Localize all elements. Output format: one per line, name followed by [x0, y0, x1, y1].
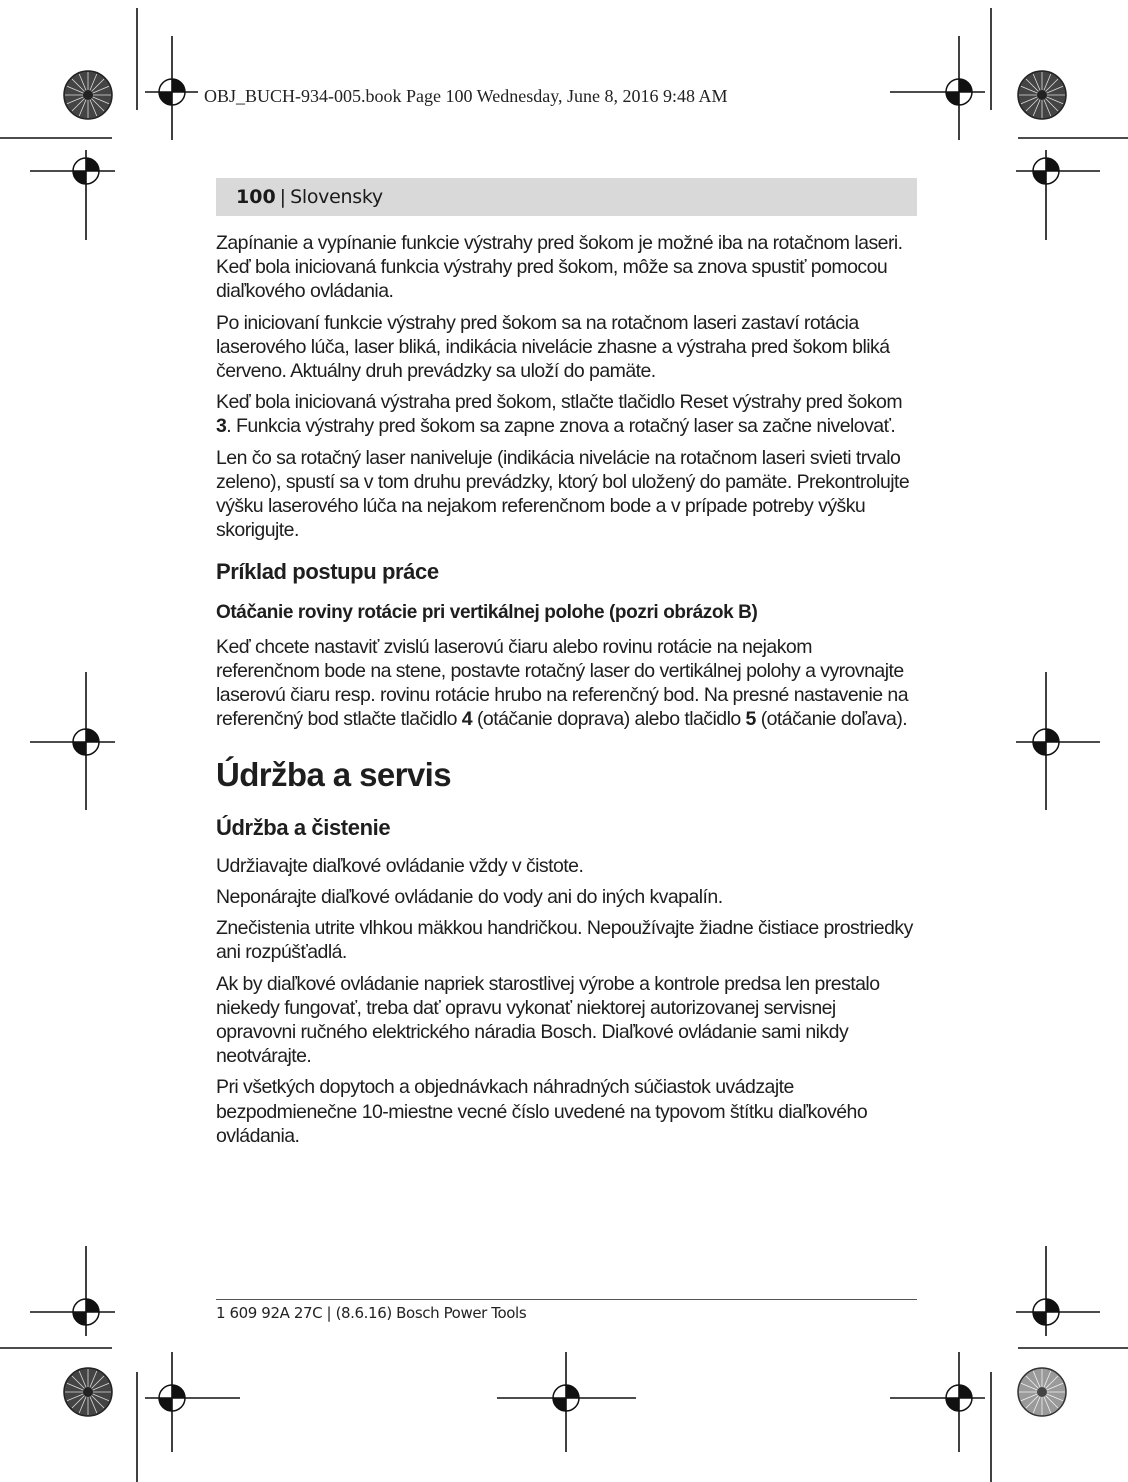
page-language: Slovensky — [290, 186, 383, 208]
paragraph — [216, 635, 917, 732]
page-number: 100 — [236, 186, 276, 208]
text-run: Keď chcete nastaviť zvislú laserovú čiaru alebo rovinu rotácie na nejakom referenčnom bode na stene, postavte rotačný laser do vertikálnej polohy a vyrovnajte laserovú čiaru resp. rovinu rotácie hrubo na referenčný bod. Na presné nastavenie na referenčný bod stlačte tlačidlo — [216, 635, 908, 731]
paragraph: Pri všetkých dopytoch a objednávkach náhradných súčiastok uvádzajte bezpodmienečne 10-miestne vecné číslo uvedené na typovom štítku diaľkového ovládania. — [216, 1076, 868, 1147]
text-run: . Funkcia výstrahy pred šokom sa zapne znova a rotačný laser sa začne nivelovať. — [226, 415, 896, 438]
paragraph: Udržiavajte diaľkové ovládanie vždy v čistote. — [216, 854, 584, 877]
chapter-heading: Údržba a servis — [216, 755, 451, 793]
subsection-heading: Otáčanie roviny rotácie pri vertikálnej polohe (pozri obrázok B) — [216, 601, 758, 623]
paragraph: Neponárajte diaľkové ovládanie do vody ani do iných kvapalín. — [216, 886, 723, 909]
section-heading: Príklad postupu práce — [216, 559, 439, 585]
paragraph: Zapínanie a vypínanie funkcie výstrahy pred šokom je možné iba na rotačnom laseri. Keď bola iniciovaná funkcia výstrahy pred šokom, môže sa znova spustiť pomocou diaľkového ovládania. — [216, 232, 903, 303]
paragraph: Po iniciovaní funkcie výstrahy pred šokom sa na rotačnom laseri zastaví rotácia laserového lúča, laser bliká, indikácia nivelácie zhasne a výstraha pred šokom bliká červeno. Aktuálny druh prevádzky sa uloží do pamäte. — [216, 311, 890, 383]
button-reference: 3 — [216, 415, 227, 438]
button-reference: 4 — [461, 708, 473, 731]
paragraph — [216, 390, 917, 438]
header-separator: | — [279, 186, 287, 208]
button-reference: 5 — [745, 708, 756, 731]
paragraph: Znečistenia utrite vlhkou mäkkou handričkou. Nepoužívajte žiadne čistiace prostriedky ani rozpúšťadlá. — [216, 917, 913, 964]
paragraph: Len čo sa rotačný laser naniveluje (indikácia nivelácie na rotačnom laseri svieti trvalo zeleno), spustí sa v tom druhu prevádzky, ktorý bol uložený do pamäte. Prekontrolujte výšku laserového lúča na nejakom referenčnom bode a v prípade potreby výšku skorigujte. — [216, 446, 910, 542]
text-run: Keď bola iniciovaná výstraha pred šokom, stlačte tlačidlo Reset výstrahy pred šokom — [216, 391, 903, 414]
section-heading: Údržba a čistenie — [216, 814, 391, 840]
paragraph: Ak by diaľkové ovládanie napriek starostlivej výrobe a kontrole predsa len prestalo niekedy fungovať, treba dať opravu vykonať niektorej autorizovanej servisnej opravovni ručného elektrického náradia Bosch. Diaľkové ovládanie sami nikdy neotvárajte. — [216, 972, 880, 1068]
page-content — [216, 231, 917, 1155]
book-slug-header: OBJ_BUCH-934-005.book Page 100 Wednesday, June 8, 2016 9:48 AM — [204, 86, 728, 106]
text-run: (otáčanie doľava). — [755, 708, 908, 731]
footer-rule — [216, 1299, 917, 1300]
footer-text: 1 609 92A 27C | (8.6.16) Bosch Power Tools — [216, 1304, 527, 1322]
text-run: (otáčanie doprava) alebo tlačidlo — [472, 708, 746, 731]
page-header-bar — [216, 178, 917, 216]
